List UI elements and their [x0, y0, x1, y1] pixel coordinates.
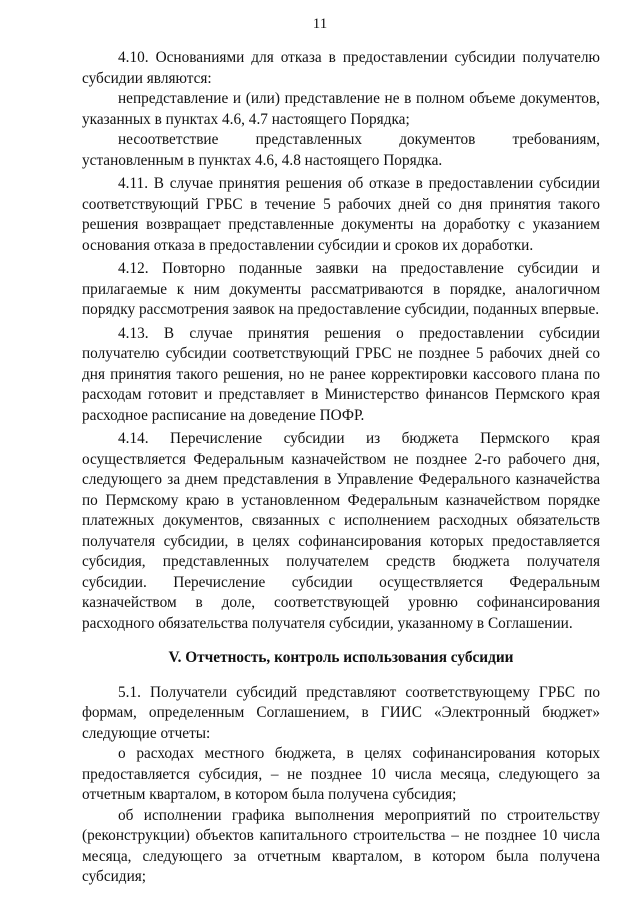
paragraph-4-11: 4.11. В случае принятия решения об отказе в предоставлении субсидии соответствующий ГРБС в течение 5 рабочих дней со дня принятия такого решения возвращает представленные документы на доработку с указанием основания отказа в предоставлении субсидии и сроков их доработки.	[82, 175, 600, 254]
paragraph-4-10: 4.10. Основаниями для отказа в предоставлении субсидии получателю субсидии являются:	[82, 49, 600, 87]
paragraph-4-10-item-1: непредставление и (или) представление не в полном объеме документов, указанных в пунктах 4.6, 4.7 настоящего Порядка;	[82, 90, 600, 128]
paragraph-5-1-item-2: об исполнении графика выполнения мероприятий по строительству (реконструкции) объектов капитального строительства – не позднее 10 числа месяца, следующего за отчетным кварталом, в котором была получена субсидия;	[82, 806, 600, 885]
section-heading: V. Отчетность, контроль использования субсидии	[168, 649, 514, 666]
paragraph-4-12: 4.12. Повторно поданные заявки на предоставление субсидии и прилагаемые к ним документы рассматриваются в порядке, аналогичном порядку рассмотрения заявок на предоставление субсидии, поданных впервые.	[82, 260, 600, 318]
page-number: 11	[312, 16, 328, 32]
paragraph-4-13: 4.13. В случае принятия решения о предоставлении субсидии получателю субсидии соответствующий ГРБС не позднее 5 рабочих дней со дня принятия такого решения, но не ранее корректировки кассового плана по расходам готовит и представляет в Министерство финансов Пермского края расходное расписание на доведение ПОФР.	[82, 324, 600, 424]
paragraph-5-1-item-1: о расходах местного бюджета, в целях софинансирования которых предоставляется субсидия, – не позднее 10 числа месяца, следующего за отчетным кварталом, в котором была получена субсидия;	[82, 745, 600, 803]
paragraph-5-1: 5.1. Получатели субсидий представляют соответствующему ГРБС по формам, определенным Соглашением, в ГИИС «Электронный бюджет» следующие отчеты:	[82, 683, 600, 742]
paragraph-4-14: 4.14. Перечисление субсидии из бюджета Пермского края осуществляется Федеральным казначейством не позднее 2-го рабочего дня, следующего за днем представления в Управление Федерального казначейства по Пермскому краю в установленном Федеральным казначейством порядке платежных документов, связанных с исполнением расходных обязательств получателя субсидии, в целях софинансирования которых предоставляется субсидия, представленных получателем средств бюджета получателя субсидии. Перечисление субсидии осуществляется Федеральным казначейством в доле, соответствующей уровню софинансирования расходного обязательства получателя субсидии, указанному в Соглашении.	[82, 430, 600, 632]
paragraph-4-10-item-2: несоответствие представленных документов требованиям, установленным в пунктах 4.6, 4.8 настоящего Порядка.	[82, 131, 600, 169]
document-body	[82, 48, 600, 888]
